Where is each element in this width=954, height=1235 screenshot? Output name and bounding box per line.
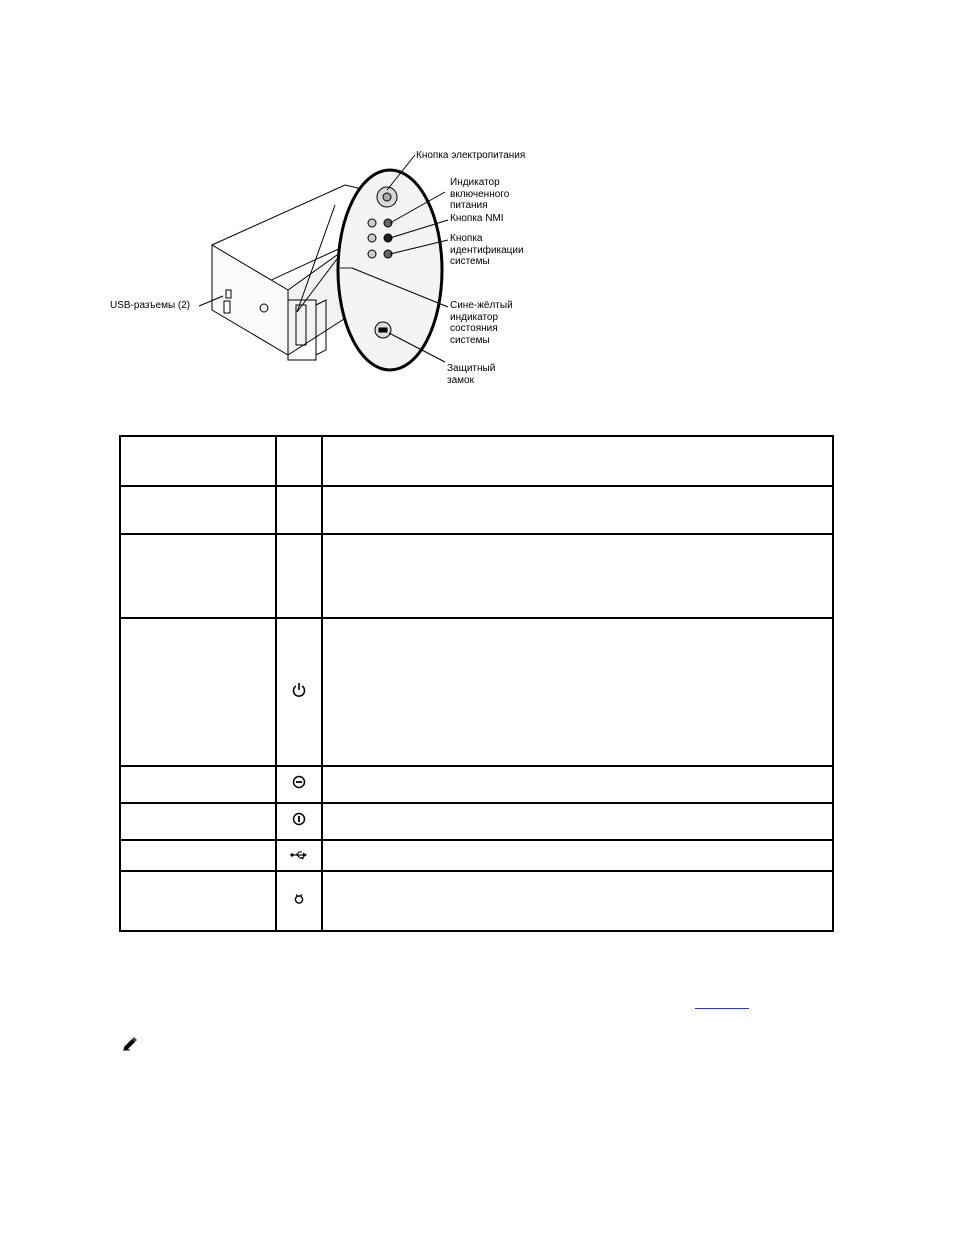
table-row — [120, 534, 833, 618]
table-row — [120, 486, 833, 534]
note-icon — [121, 1035, 137, 1051]
id-button-drawing — [368, 250, 376, 258]
cross-reference-link[interactable] — [695, 1008, 749, 1009]
table-row — [120, 871, 833, 931]
table-row — [120, 436, 833, 486]
table-row — [120, 618, 833, 766]
label-status-indicator: Сине-жёлтый индикатор состояния системы — [450, 300, 513, 346]
system-id-icon — [292, 812, 306, 826]
label-power-button: Кнопка электропитания — [416, 150, 526, 161]
label-power-indicator: Индикатор включенного питания — [450, 177, 510, 211]
power-led-drawing — [368, 219, 376, 227]
label-usb-ports: USB-разъемы (2) — [110, 300, 191, 311]
power-icon — [291, 682, 307, 698]
video-connector-icon — [293, 893, 305, 905]
nmi-icon — [292, 775, 306, 789]
label-id-button: Кнопка идентификации системы — [450, 233, 524, 267]
table-row — [120, 840, 833, 871]
table-row — [120, 766, 833, 803]
label-nmi-button: Кнопка NMI — [450, 213, 504, 224]
nmi-button-drawing — [368, 234, 376, 242]
front-panel-components-table — [119, 435, 834, 932]
front-panel-illustration — [100, 140, 540, 395]
table-row — [120, 803, 833, 840]
label-security-lock: Защитный замок — [447, 363, 496, 386]
usb-icon — [290, 850, 308, 860]
